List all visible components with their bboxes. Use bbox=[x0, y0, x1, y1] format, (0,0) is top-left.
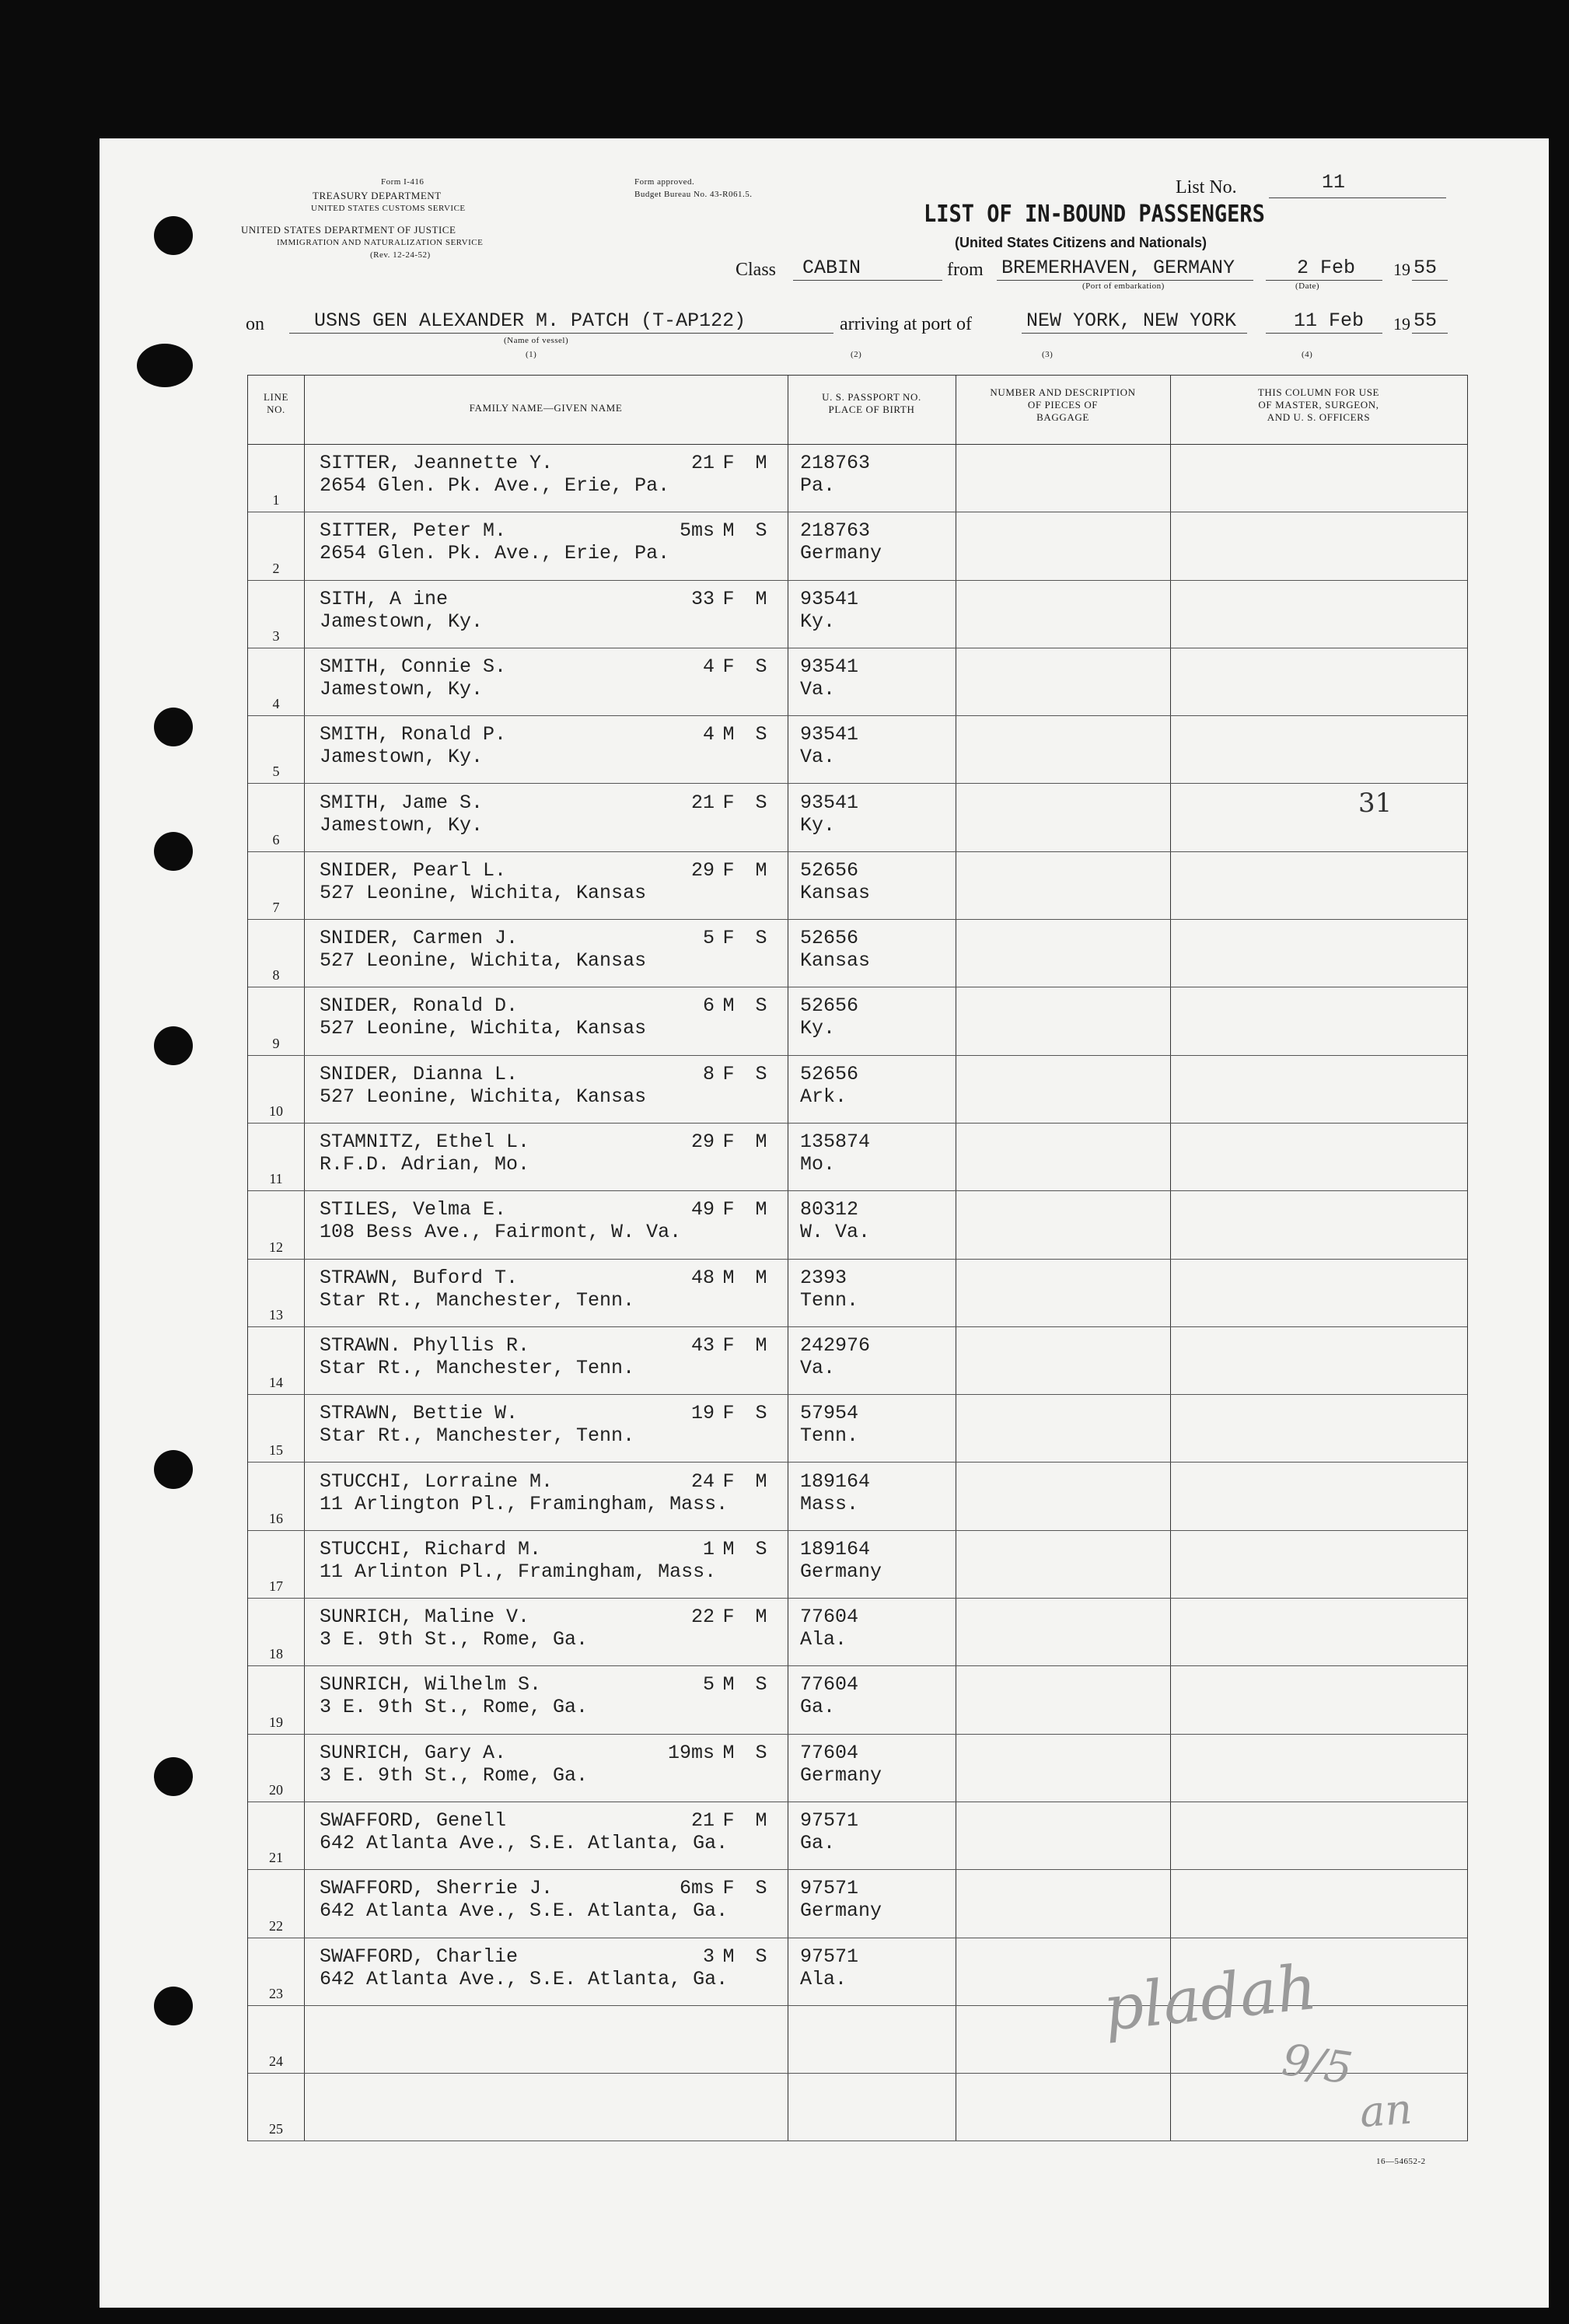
passenger-age: 3 bbox=[702, 1945, 715, 1968]
passenger-name: STAMNITZ, Ethel L. bbox=[320, 1131, 530, 1153]
passenger-name: SWAFFORD, Sherrie J. bbox=[320, 1877, 554, 1900]
passport-number: 52656 bbox=[800, 858, 859, 882]
passport-number: 135874 bbox=[800, 1131, 871, 1153]
line-number: 25 bbox=[269, 2121, 283, 2137]
place-of-birth: Ga. bbox=[800, 1696, 836, 1719]
passport-number: 93541 bbox=[800, 791, 859, 814]
passenger-sex: F bbox=[722, 791, 735, 814]
passenger-age: 29 bbox=[690, 858, 715, 882]
form-approved: Form approved. bbox=[634, 177, 695, 187]
passenger-age: 21 bbox=[690, 791, 715, 814]
immigration-service: IMMIGRATION AND NATURALIZATION SERVICE bbox=[277, 238, 484, 247]
passenger-address: Jamestown, Ky. bbox=[320, 610, 484, 633]
table-row bbox=[248, 1802, 1467, 1870]
passport-number: 77604 bbox=[800, 1606, 859, 1629]
line-number: 22 bbox=[269, 1917, 283, 1934]
class-value: CABIN bbox=[802, 257, 861, 279]
passenger-civil-status: M bbox=[755, 1606, 767, 1629]
column-number-2: (2) bbox=[851, 350, 862, 359]
passenger-name: SNIDER, Dianna L. bbox=[320, 1062, 519, 1085]
line-number: 6 bbox=[272, 831, 280, 847]
column-header-officers: THIS COLUMN FOR USE OF MASTER, SURGEON, AND U. S. OFFICERS bbox=[1257, 386, 1380, 423]
passenger-table bbox=[247, 375, 1468, 2141]
passenger-sex: F bbox=[722, 1062, 735, 1085]
vessel-caption: (Name of vessel) bbox=[504, 336, 569, 345]
line-number: 2 bbox=[272, 560, 280, 576]
passenger-name: SITTER, Peter M. bbox=[320, 519, 507, 543]
passenger-civil-status: S bbox=[755, 519, 767, 543]
passenger-address: 108 Bess Ave., Fairmont, W. Va. bbox=[320, 1221, 682, 1244]
port-of-embarkation: BREMERHAVEN, GERMANY bbox=[1001, 257, 1235, 279]
passenger-age: 4 bbox=[702, 723, 715, 746]
line-number: 8 bbox=[272, 967, 280, 984]
departure-date: 2 Feb bbox=[1297, 257, 1356, 279]
table-row bbox=[248, 1869, 1467, 1938]
passenger-name: SWAFFORD, Genell bbox=[320, 1809, 507, 1832]
form-number: Form I-416 bbox=[381, 177, 425, 187]
passenger-sex: M bbox=[722, 723, 735, 746]
place-of-birth: Kansas bbox=[800, 881, 871, 904]
table-row bbox=[248, 1598, 1467, 1666]
table-row bbox=[248, 512, 1467, 580]
list-no-value: 11 bbox=[1322, 171, 1346, 194]
passenger-name: SUNRICH, Maline V. bbox=[320, 1606, 530, 1629]
passenger-address: Star Rt., Manchester, Tenn. bbox=[320, 1356, 635, 1379]
table-row bbox=[248, 1055, 1467, 1124]
passenger-address: Star Rt., Manchester, Tenn. bbox=[320, 1288, 635, 1312]
passenger-age: 29 bbox=[690, 1131, 715, 1153]
passenger-civil-status: M bbox=[755, 452, 767, 474]
passenger-civil-status: M bbox=[755, 1266, 767, 1289]
column-number-1: (1) bbox=[526, 350, 537, 359]
passenger-address: 11 Arlinton Pl., Framingham, Mass. bbox=[320, 1560, 717, 1583]
passenger-address: 3 E. 9th St., Rome, Ga. bbox=[320, 1763, 589, 1787]
passport-number: 189164 bbox=[800, 1470, 871, 1493]
treasury-department: TREASURY DEPARTMENT bbox=[313, 190, 442, 201]
passenger-age: 1 bbox=[702, 1537, 715, 1560]
passport-number: 97571 bbox=[800, 1809, 859, 1832]
passenger-sex: M bbox=[722, 519, 735, 543]
place-of-birth: W. Va. bbox=[800, 1221, 871, 1244]
passenger-civil-status: M bbox=[755, 1198, 767, 1221]
passenger-address: 527 Leonine, Wichita, Kansas bbox=[320, 949, 647, 973]
binder-hole bbox=[154, 1757, 193, 1796]
place-of-birth: Va. bbox=[800, 677, 836, 701]
place-of-birth: Ark. bbox=[800, 1085, 847, 1108]
line-number: 19 bbox=[269, 1714, 283, 1730]
passenger-name: STUCCHI, Richard M. bbox=[320, 1537, 542, 1560]
passenger-age: 24 bbox=[690, 1470, 715, 1493]
table-row bbox=[248, 1326, 1467, 1395]
table-row bbox=[248, 1123, 1467, 1191]
passenger-sex: F bbox=[722, 1606, 735, 1629]
line-number: 23 bbox=[269, 1985, 283, 2001]
place-of-birth: Ky. bbox=[800, 610, 836, 633]
passenger-name: SWAFFORD, Charlie bbox=[320, 1945, 519, 1968]
table-row bbox=[248, 648, 1467, 716]
passenger-address: 3 E. 9th St., Rome, Ga. bbox=[320, 1696, 589, 1719]
passport-number: 52656 bbox=[800, 994, 859, 1018]
justice-department: UNITED STATES DEPARTMENT OF JUSTICE bbox=[241, 224, 456, 236]
arrival-port: NEW YORK, NEW YORK bbox=[1026, 309, 1237, 332]
passport-number: 2393 bbox=[800, 1266, 847, 1289]
passenger-sex: M bbox=[722, 1673, 735, 1697]
table-row bbox=[248, 1463, 1467, 1531]
pencil-note: 9/5 bbox=[1278, 2035, 1356, 2095]
passenger-sex: F bbox=[722, 1470, 735, 1493]
line-number: 24 bbox=[269, 2053, 283, 2070]
line-number: 7 bbox=[272, 900, 280, 916]
passenger-sex: M bbox=[722, 994, 735, 1018]
passport-number: 242976 bbox=[800, 1333, 871, 1357]
passenger-name: STILES, Velma E. bbox=[320, 1198, 507, 1221]
table-row bbox=[248, 784, 1467, 852]
passenger-sex: F bbox=[722, 452, 735, 474]
passport-number: 97571 bbox=[800, 1945, 859, 1968]
passport-number: 57954 bbox=[800, 1402, 859, 1425]
passenger-civil-status: S bbox=[755, 1402, 767, 1425]
place-of-birth: Germany bbox=[800, 542, 882, 565]
passenger-name: SMITH, Connie S. bbox=[320, 655, 507, 678]
passenger-age: 5 bbox=[702, 927, 715, 950]
passenger-age: 43 bbox=[690, 1333, 715, 1357]
place-of-birth: Ala. bbox=[800, 1628, 847, 1651]
table-row bbox=[248, 851, 1467, 920]
passenger-address: 642 Atlanta Ave., S.E. Atlanta, Ga. bbox=[320, 1967, 729, 1990]
line-number: 13 bbox=[269, 1306, 283, 1323]
passenger-name: SNIDER, Carmen J. bbox=[320, 927, 519, 950]
passport-number: 52656 bbox=[800, 1062, 859, 1085]
line-number: 18 bbox=[269, 1646, 283, 1662]
table-row bbox=[248, 1530, 1467, 1599]
passenger-age: 5 bbox=[702, 1673, 715, 1697]
column-header-line-no: LINE NO. bbox=[264, 391, 288, 415]
passenger-address: Jamestown, Ky. bbox=[320, 746, 484, 769]
passenger-address: 527 Leonine, Wichita, Kansas bbox=[320, 1017, 647, 1040]
passenger-civil-status: S bbox=[755, 994, 767, 1018]
place-of-birth: Kansas bbox=[800, 949, 871, 973]
passenger-age: 21 bbox=[690, 452, 715, 474]
passenger-name: STRAWN, Bettie W. bbox=[320, 1402, 519, 1425]
passenger-sex: F bbox=[722, 858, 735, 882]
passenger-civil-status: S bbox=[755, 1945, 767, 1968]
line-number: 10 bbox=[269, 1103, 283, 1119]
passenger-age: 22 bbox=[690, 1606, 715, 1629]
binder-hole bbox=[154, 832, 193, 871]
port-of-embarkation-caption: (Port of embarkation) bbox=[1082, 281, 1165, 291]
line-number: 15 bbox=[269, 1442, 283, 1459]
passenger-address: R.F.D. Adrian, Mo. bbox=[320, 1153, 530, 1176]
place-of-birth: Ky. bbox=[800, 813, 836, 837]
arrival-year: 55 bbox=[1413, 309, 1438, 332]
line-number: 3 bbox=[272, 627, 280, 644]
passenger-name: SMITH, Ronald P. bbox=[320, 723, 507, 746]
passenger-age: 5ms bbox=[679, 519, 715, 543]
passenger-address: 11 Arlington Pl., Framingham, Mass. bbox=[320, 1492, 729, 1515]
passenger-sex: F bbox=[722, 1131, 735, 1153]
passenger-civil-status: S bbox=[755, 927, 767, 950]
passenger-name: STUCCHI, Lorraine M. bbox=[320, 1470, 554, 1493]
form-revision: (Rev. 12-24-52) bbox=[370, 250, 431, 260]
passport-number: 77604 bbox=[800, 1741, 859, 1764]
passport-number: 93541 bbox=[800, 655, 859, 678]
passenger-civil-status: M bbox=[755, 1809, 767, 1832]
table-row bbox=[248, 1190, 1467, 1259]
place-of-birth: Pa. bbox=[800, 474, 836, 497]
place-of-birth: Va. bbox=[800, 1356, 836, 1379]
passenger-sex: F bbox=[722, 1198, 735, 1221]
passport-number: 218763 bbox=[800, 519, 871, 543]
place-of-birth: Ga. bbox=[800, 1832, 836, 1854]
passenger-civil-status: S bbox=[755, 655, 767, 678]
table-row bbox=[248, 987, 1467, 1055]
passenger-civil-status: S bbox=[755, 791, 767, 814]
binder-hole bbox=[154, 708, 193, 746]
place-of-birth: Mass. bbox=[800, 1492, 859, 1515]
passenger-sex: F bbox=[722, 655, 735, 678]
passenger-address: 527 Leonine, Wichita, Kansas bbox=[320, 1085, 647, 1108]
place-of-birth: Mo. bbox=[800, 1153, 836, 1176]
place-of-birth: Tenn. bbox=[800, 1288, 859, 1312]
column-header-name: FAMILY NAME—GIVEN NAME bbox=[469, 402, 623, 414]
line-number: 16 bbox=[269, 1510, 283, 1526]
passenger-name: SITH, A ine bbox=[320, 587, 449, 610]
departure-year-prefix: 19 bbox=[1393, 260, 1410, 279]
passenger-civil-status: S bbox=[755, 723, 767, 746]
place-of-birth: Ky. bbox=[800, 1017, 836, 1040]
table-row bbox=[248, 580, 1467, 648]
table-row bbox=[248, 919, 1467, 987]
passport-number: 93541 bbox=[800, 587, 859, 610]
column-number-4: (4) bbox=[1302, 350, 1313, 359]
passenger-civil-status: S bbox=[755, 1741, 767, 1764]
officer-mark: 31 bbox=[1358, 788, 1393, 819]
passenger-sex: F bbox=[722, 1402, 735, 1425]
passenger-address: 2654 Glen. Pk. Ave., Erie, Pa. bbox=[320, 474, 670, 497]
table-row bbox=[248, 1259, 1467, 1327]
passenger-civil-status: S bbox=[755, 1877, 767, 1900]
passenger-age: 6 bbox=[702, 994, 715, 1018]
passenger-sex: F bbox=[722, 1333, 735, 1357]
binder-hole bbox=[137, 344, 193, 387]
binder-hole bbox=[154, 1026, 193, 1065]
passport-number: 97571 bbox=[800, 1877, 859, 1900]
passenger-sex: M bbox=[722, 1945, 735, 1968]
list-no-label: List No. bbox=[1176, 177, 1237, 197]
pencil-note: pladah bbox=[1099, 1950, 1321, 2046]
footer-code: 16—54652-2 bbox=[1376, 2157, 1426, 2166]
passenger-age: 33 bbox=[690, 587, 715, 610]
passenger-civil-status: M bbox=[755, 587, 767, 610]
table-row bbox=[248, 1394, 1467, 1463]
passenger-address: 527 Leonine, Wichita, Kansas bbox=[320, 881, 647, 904]
passenger-address: 642 Atlanta Ave., S.E. Atlanta, Ga. bbox=[320, 1899, 729, 1923]
passenger-civil-status: S bbox=[755, 1673, 767, 1697]
passenger-name: SNIDER, Pearl L. bbox=[320, 858, 507, 882]
vessel-name: USNS GEN ALEXANDER M. PATCH (T-AP122) bbox=[314, 309, 746, 332]
passport-number: 93541 bbox=[800, 723, 859, 746]
arrival-date: 11 Feb bbox=[1294, 309, 1365, 332]
passport-number: 77604 bbox=[800, 1673, 859, 1697]
passport-number: 218763 bbox=[800, 452, 871, 474]
date-caption: (Date) bbox=[1295, 281, 1320, 291]
passenger-age: 48 bbox=[690, 1266, 715, 1289]
passenger-sex: F bbox=[722, 587, 735, 610]
passenger-age: 19 bbox=[690, 1402, 715, 1425]
passenger-sex: M bbox=[722, 1741, 735, 1764]
line-number: 1 bbox=[272, 492, 280, 508]
passenger-address: Jamestown, Ky. bbox=[320, 677, 484, 701]
passenger-name: SNIDER, Ronald D. bbox=[320, 994, 519, 1018]
passenger-sex: F bbox=[722, 927, 735, 950]
place-of-birth: Germany bbox=[800, 1763, 882, 1787]
column-header-passport: U. S. PASSPORT NO. PLACE OF BIRTH bbox=[822, 391, 921, 415]
place-of-birth: Ala. bbox=[800, 1967, 847, 1990]
passenger-address: Jamestown, Ky. bbox=[320, 813, 484, 837]
passenger-address: 2654 Glen. Pk. Ave., Erie, Pa. bbox=[320, 542, 670, 565]
arrival-year-prefix: 19 bbox=[1393, 314, 1410, 334]
line-number: 11 bbox=[269, 1171, 283, 1187]
pencil-note: an bbox=[1358, 2084, 1414, 2137]
passenger-name: SMITH, Jame S. bbox=[320, 791, 484, 814]
passenger-address: 642 Atlanta Ave., S.E. Atlanta, Ga. bbox=[320, 1832, 729, 1854]
passenger-name: STRAWN. Phyllis R. bbox=[320, 1333, 530, 1357]
place-of-birth: Germany bbox=[800, 1560, 882, 1583]
passenger-sex: M bbox=[722, 1266, 735, 1289]
line-number: 20 bbox=[269, 1781, 283, 1798]
table-row bbox=[248, 444, 1467, 512]
table-row bbox=[248, 1734, 1467, 1802]
binder-hole bbox=[154, 216, 193, 255]
passenger-age: 6ms bbox=[679, 1877, 715, 1900]
line-number: 9 bbox=[272, 1035, 280, 1051]
table-row bbox=[248, 715, 1467, 784]
on-label: on bbox=[246, 314, 264, 334]
line-number: 4 bbox=[272, 696, 280, 712]
from-label: from bbox=[947, 260, 984, 280]
passenger-sex: F bbox=[722, 1877, 735, 1900]
binder-hole bbox=[154, 1450, 193, 1489]
customs-service: UNITED STATES CUSTOMS SERVICE bbox=[311, 204, 466, 213]
passenger-age: 4 bbox=[702, 655, 715, 678]
line-number: 21 bbox=[269, 1850, 283, 1866]
place-of-birth: Germany bbox=[800, 1899, 882, 1923]
departure-year: 55 bbox=[1413, 257, 1438, 279]
passport-number: 52656 bbox=[800, 927, 859, 950]
table-row bbox=[248, 1665, 1467, 1734]
column-header-baggage: NUMBER AND DESCRIPTION OF PIECES OF BAGGAGE bbox=[990, 386, 1136, 423]
passenger-civil-status: M bbox=[755, 1131, 767, 1153]
passenger-address: 3 E. 9th St., Rome, Ga. bbox=[320, 1628, 589, 1651]
class-label: Class bbox=[736, 260, 777, 280]
column-number-3: (3) bbox=[1042, 350, 1054, 359]
passenger-name: SUNRICH, Wilhelm S. bbox=[320, 1673, 542, 1697]
passenger-address: Star Rt., Manchester, Tenn. bbox=[320, 1424, 635, 1448]
line-number: 12 bbox=[269, 1239, 283, 1255]
passenger-age: 8 bbox=[702, 1062, 715, 1085]
place-of-birth: Tenn. bbox=[800, 1424, 859, 1448]
passenger-civil-status: S bbox=[755, 1062, 767, 1085]
passenger-age: 21 bbox=[690, 1809, 715, 1832]
passenger-name: SUNRICH, Gary A. bbox=[320, 1741, 507, 1764]
passenger-civil-status: S bbox=[755, 1537, 767, 1560]
line-number: 14 bbox=[269, 1375, 283, 1391]
binder-hole bbox=[154, 1987, 193, 2025]
passenger-sex: F bbox=[722, 1809, 735, 1832]
place-of-birth: Va. bbox=[800, 746, 836, 769]
passenger-age: 49 bbox=[690, 1198, 715, 1221]
passenger-name: STRAWN, Buford T. bbox=[320, 1266, 519, 1289]
budget-bureau-number: Budget Bureau No. 43-R061.5. bbox=[634, 190, 753, 199]
form-title: LIST OF IN-BOUND PASSENGERS bbox=[924, 201, 1265, 228]
passenger-civil-status: M bbox=[755, 858, 767, 882]
passport-number: 80312 bbox=[800, 1198, 859, 1221]
passport-number: 189164 bbox=[800, 1537, 871, 1560]
passenger-age: 19ms bbox=[667, 1741, 715, 1764]
arriving-label: arriving at port of bbox=[840, 314, 972, 334]
line-number: 5 bbox=[272, 764, 280, 780]
passenger-sex: M bbox=[722, 1537, 735, 1560]
passenger-civil-status: M bbox=[755, 1333, 767, 1357]
form-subtitle: (United States Citizens and Nationals) bbox=[955, 235, 1207, 250]
passenger-name: SITTER, Jeannette Y. bbox=[320, 452, 554, 474]
line-number: 17 bbox=[269, 1578, 283, 1595]
passenger-civil-status: M bbox=[755, 1470, 767, 1493]
